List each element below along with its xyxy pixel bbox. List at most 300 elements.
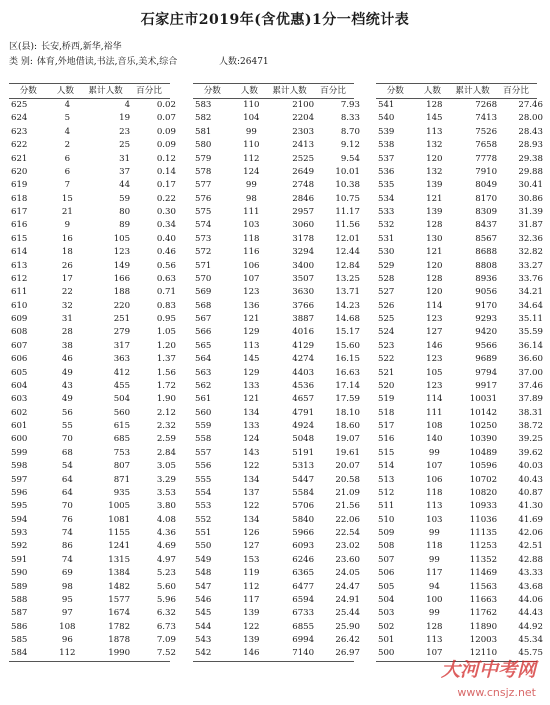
table-cell: 0.83 bbox=[156, 300, 176, 311]
column-header: 人数 bbox=[240, 86, 258, 96]
table-cell: 609 bbox=[11, 314, 28, 324]
table-cell: 564 bbox=[195, 354, 212, 365]
table-cell: 535 bbox=[378, 180, 395, 191]
watermark-url: www.cnsjz.net bbox=[457, 686, 536, 699]
table-cell: 31.39 bbox=[518, 207, 543, 217]
table-cell: 14.23 bbox=[335, 300, 360, 311]
table-cell: 10031 bbox=[469, 394, 498, 405]
table-cell: 49 bbox=[61, 394, 73, 405]
table-cell: 126 bbox=[243, 528, 260, 538]
table-cell: 3178 bbox=[292, 233, 315, 244]
table-cell: 42.06 bbox=[518, 528, 543, 538]
table-row bbox=[9, 554, 176, 567]
table-cell: 6.32 bbox=[156, 608, 176, 619]
table-cell: 10250 bbox=[469, 421, 498, 431]
table-cell: 35.59 bbox=[518, 327, 543, 338]
table-cell: 8567 bbox=[475, 233, 498, 244]
table-cell: 7658 bbox=[475, 140, 498, 151]
table-row bbox=[9, 487, 176, 500]
table-cell: 16 bbox=[61, 233, 73, 244]
table-cell: 54 bbox=[61, 461, 73, 472]
table-cell: 10933 bbox=[469, 501, 498, 512]
table-cell: 2.84 bbox=[156, 447, 176, 458]
table-cell: 89 bbox=[119, 220, 131, 231]
table-cell: 6994 bbox=[292, 635, 315, 645]
table-cell: 6 bbox=[64, 166, 71, 177]
table-cell: 123 bbox=[243, 287, 260, 298]
table-row bbox=[193, 273, 360, 286]
table-cell: 561 bbox=[195, 394, 212, 405]
table-cell: 18.60 bbox=[335, 421, 360, 431]
table-cell: 33.76 bbox=[518, 273, 543, 284]
table-cell: 753 bbox=[113, 447, 131, 458]
table-row bbox=[193, 193, 360, 206]
table-cell: 127 bbox=[426, 327, 443, 338]
table-cell: 2.59 bbox=[156, 434, 176, 445]
table-row bbox=[9, 460, 176, 473]
table-row bbox=[193, 581, 360, 594]
table-cell: 16.63 bbox=[335, 367, 360, 378]
table-cell: 540 bbox=[378, 113, 395, 124]
table-cell: 134 bbox=[243, 407, 260, 418]
table-cell: 122 bbox=[243, 621, 260, 632]
table-row bbox=[193, 407, 360, 420]
table-cell: 68 bbox=[61, 447, 73, 458]
table-cell: 523 bbox=[378, 340, 395, 351]
table-row bbox=[376, 233, 543, 246]
table-row bbox=[193, 567, 360, 580]
table-cell: 0.02 bbox=[156, 100, 176, 110]
table-cell: 37.89 bbox=[518, 394, 543, 405]
table-cell: 26 bbox=[61, 260, 73, 271]
table-cell: 567 bbox=[195, 314, 212, 324]
table-cell: 44.92 bbox=[518, 621, 543, 632]
table-cell: 9056 bbox=[475, 287, 498, 298]
table-cell: 110 bbox=[243, 100, 260, 110]
table-cell: 0.95 bbox=[156, 314, 176, 324]
table-cell: 536 bbox=[378, 166, 395, 177]
table-cell: 28.00 bbox=[518, 113, 543, 124]
category-label: 类 别: bbox=[9, 57, 33, 67]
table-cell: 5313 bbox=[292, 461, 315, 472]
table-cell: 552 bbox=[195, 514, 212, 525]
table-cell: 617 bbox=[11, 207, 28, 217]
table-row bbox=[376, 407, 543, 420]
table-row bbox=[193, 300, 360, 313]
table-cell: 0.30 bbox=[156, 207, 176, 217]
table-cell: 5840 bbox=[292, 514, 315, 525]
table-cell: 2957 bbox=[292, 207, 315, 217]
table-cell: 95 bbox=[61, 594, 73, 605]
column-header: 累计人数 bbox=[272, 86, 307, 96]
table-row bbox=[9, 567, 176, 580]
table-cell: 37.00 bbox=[518, 367, 543, 378]
column-header: 人数 bbox=[423, 86, 441, 96]
table-cell: 593 bbox=[11, 528, 28, 538]
table-row bbox=[376, 206, 543, 219]
table-cell: 530 bbox=[378, 247, 395, 258]
table-cell: 0.12 bbox=[156, 153, 176, 164]
table-row bbox=[376, 193, 543, 206]
table-cell: 112 bbox=[243, 153, 260, 164]
table-cell: 582 bbox=[195, 113, 212, 124]
table-cell: 515 bbox=[378, 447, 395, 458]
table-cell: 13.71 bbox=[335, 287, 360, 298]
table-row bbox=[9, 447, 176, 460]
table-cell: 26.42 bbox=[335, 635, 360, 645]
table-cell: 36.14 bbox=[518, 340, 543, 351]
table-cell: 4129 bbox=[292, 340, 315, 351]
table-cell: 70 bbox=[61, 501, 73, 512]
table-cell: 529 bbox=[378, 260, 395, 271]
table-cell: 563 bbox=[195, 367, 212, 378]
table-row bbox=[9, 474, 176, 487]
table-cell: 133 bbox=[243, 380, 260, 391]
table-cell: 610 bbox=[11, 300, 28, 311]
category-value: 体育,外地借读,书法,音乐,美术,综合 bbox=[36, 57, 178, 67]
table-cell: 571 bbox=[195, 260, 212, 271]
table-cell: 149 bbox=[113, 260, 131, 271]
table-cell: 7140 bbox=[292, 648, 315, 659]
score-table-1 bbox=[9, 83, 176, 662]
table-cell: 3766 bbox=[292, 300, 315, 311]
table-row bbox=[9, 380, 176, 393]
table-row bbox=[193, 99, 360, 112]
table-cell: 1577 bbox=[108, 594, 131, 605]
table-cell: 591 bbox=[11, 554, 28, 565]
table-cell: 41.30 bbox=[518, 501, 543, 512]
table-cell: 455 bbox=[113, 380, 131, 391]
table-cell: 45.75 bbox=[518, 648, 543, 659]
table-cell: 6.73 bbox=[156, 621, 176, 632]
table-cell: 0.09 bbox=[156, 140, 176, 151]
table-cell: 18 bbox=[61, 247, 73, 258]
table-row bbox=[9, 527, 176, 540]
table-cell: 578 bbox=[195, 166, 212, 177]
table-cell: 7268 bbox=[475, 100, 498, 110]
table-cell: 122 bbox=[243, 501, 260, 512]
table-cell: 29.38 bbox=[518, 153, 543, 164]
table-row bbox=[193, 206, 360, 219]
table-cell: 15.17 bbox=[335, 327, 360, 338]
table-cell: 511 bbox=[378, 501, 395, 512]
table-cell: 5706 bbox=[292, 501, 315, 512]
table-cell: 220 bbox=[113, 300, 131, 311]
table-row bbox=[376, 367, 543, 380]
table-cell: 97 bbox=[61, 608, 73, 619]
table-cell: 11.17 bbox=[335, 207, 360, 217]
table-cell: 107 bbox=[426, 461, 443, 472]
table-cell: 576 bbox=[195, 193, 212, 204]
table-cell: 587 bbox=[11, 608, 28, 619]
table-cell: 1878 bbox=[108, 635, 131, 645]
table-cell: 0.71 bbox=[156, 287, 176, 298]
table-cell: 11036 bbox=[469, 514, 498, 525]
column-header: 百分比 bbox=[136, 86, 162, 96]
table-cell: 527 bbox=[378, 287, 395, 298]
table-cell: 8.70 bbox=[340, 126, 360, 137]
table-cell: 1.37 bbox=[156, 354, 176, 365]
table-cell: 935 bbox=[113, 487, 131, 498]
table-cell: 279 bbox=[113, 327, 131, 338]
table-cell: 8688 bbox=[475, 247, 498, 258]
table-cell: 38.72 bbox=[518, 421, 543, 431]
table-cell: 16.15 bbox=[335, 354, 360, 365]
table-cell: 513 bbox=[378, 474, 395, 485]
table-cell: 120 bbox=[426, 260, 443, 271]
table-cell: 45.34 bbox=[518, 635, 543, 645]
table-cell: 22.06 bbox=[335, 514, 360, 525]
table-cell: 8309 bbox=[475, 207, 498, 217]
table-row bbox=[9, 112, 176, 125]
table-cell: 128 bbox=[426, 621, 443, 632]
table-cell: 99 bbox=[245, 126, 257, 137]
table-cell: 607 bbox=[11, 340, 28, 351]
table-cell: 560 bbox=[113, 407, 131, 418]
table-cell: 136 bbox=[243, 300, 260, 311]
table-cell: 80 bbox=[119, 207, 131, 217]
table-cell: 34.21 bbox=[518, 287, 543, 298]
table-cell: 611 bbox=[11, 287, 28, 298]
table-cell: 25 bbox=[119, 140, 131, 151]
table-cell: 508 bbox=[378, 541, 395, 552]
table-cell: 116 bbox=[243, 247, 260, 258]
table-cell: 616 bbox=[11, 220, 28, 231]
table-cell: 6 bbox=[64, 153, 71, 164]
table-header bbox=[193, 84, 354, 99]
table-cell: 412 bbox=[113, 367, 131, 378]
table-row bbox=[376, 594, 543, 607]
table-cell: 566 bbox=[195, 327, 212, 338]
table-row bbox=[376, 554, 543, 567]
district-line bbox=[9, 41, 122, 53]
table-cell: 98 bbox=[245, 193, 257, 204]
table-cell: 31.87 bbox=[518, 220, 543, 231]
table-cell: 2.12 bbox=[156, 407, 176, 418]
table-cell: 46 bbox=[61, 354, 73, 365]
table-cell: 594 bbox=[11, 514, 28, 525]
table-cell: 94 bbox=[428, 581, 440, 592]
table-cell: 9.54 bbox=[340, 153, 360, 164]
watermark-name: 大河中考网 bbox=[440, 659, 536, 681]
table-cell: 4791 bbox=[292, 407, 315, 418]
table-row bbox=[193, 607, 360, 620]
table-cell: 99 bbox=[428, 528, 440, 538]
table-row bbox=[9, 393, 176, 406]
table-cell: 599 bbox=[11, 447, 28, 458]
table-cell: 121 bbox=[243, 394, 260, 405]
table-cell: 59 bbox=[119, 193, 131, 204]
table-cell: 0.14 bbox=[156, 166, 176, 177]
table-row bbox=[376, 273, 543, 286]
table-cell: 146 bbox=[243, 648, 260, 659]
table-cell: 10702 bbox=[469, 474, 498, 485]
table-cell: 55 bbox=[61, 421, 73, 431]
table-cell: 8170 bbox=[475, 193, 498, 204]
table-cell: 69 bbox=[61, 568, 73, 579]
table-cell: 112 bbox=[243, 581, 260, 592]
table-cell: 99 bbox=[428, 554, 440, 565]
table-cell: 596 bbox=[11, 487, 28, 498]
table-cell: 584 bbox=[11, 648, 28, 659]
table-cell: 38.31 bbox=[518, 407, 543, 418]
table-cell: 598 bbox=[11, 461, 28, 472]
table-cell: 4.97 bbox=[156, 554, 176, 565]
table-row bbox=[193, 313, 360, 326]
table-row bbox=[376, 447, 543, 460]
table-cell: 619 bbox=[11, 180, 28, 191]
table-cell: 36.60 bbox=[518, 354, 543, 365]
table-row bbox=[193, 367, 360, 380]
table-cell: 3.80 bbox=[156, 501, 176, 512]
score-table-2 bbox=[193, 83, 360, 662]
table-row bbox=[376, 647, 543, 660]
table-cell: 518 bbox=[378, 407, 395, 418]
table-cell: 541 bbox=[378, 100, 395, 110]
table-cell: 105 bbox=[426, 367, 443, 378]
table-cell: 597 bbox=[11, 474, 28, 485]
category-line bbox=[9, 56, 269, 68]
table-cell: 603 bbox=[11, 394, 28, 405]
table-cell: 64 bbox=[61, 474, 73, 485]
table-cell: 504 bbox=[378, 594, 395, 605]
table-cell: 5584 bbox=[292, 487, 315, 498]
table-cell: 123 bbox=[426, 314, 443, 324]
table-cell: 137 bbox=[243, 487, 260, 498]
table-cell: 612 bbox=[11, 273, 28, 284]
table-cell: 6477 bbox=[292, 581, 315, 592]
table-cell: 4.08 bbox=[156, 514, 176, 525]
table-row bbox=[9, 647, 176, 660]
table-row bbox=[376, 634, 543, 647]
table-cell: 6093 bbox=[292, 541, 315, 552]
table-cell: 585 bbox=[11, 635, 28, 645]
table-cell: 120 bbox=[426, 287, 443, 298]
table-row bbox=[193, 540, 360, 553]
table-cell: 553 bbox=[195, 501, 212, 512]
table-cell: 17.59 bbox=[335, 394, 360, 405]
table-cell: 554 bbox=[195, 487, 212, 498]
table-cell: 501 bbox=[378, 635, 395, 645]
table-cell: 871 bbox=[113, 474, 131, 485]
table-cell: 0.09 bbox=[156, 126, 176, 137]
table-cell: 1.05 bbox=[156, 327, 176, 338]
table-cell: 139 bbox=[243, 635, 260, 645]
table-cell: 10596 bbox=[469, 461, 498, 472]
table-row bbox=[9, 433, 176, 446]
table-cell: 11663 bbox=[469, 594, 498, 605]
table-cell: 11352 bbox=[469, 554, 498, 565]
district-value: 长安,桥西,新华,裕华 bbox=[41, 42, 122, 52]
table-cell: 575 bbox=[195, 207, 212, 217]
table-row bbox=[193, 621, 360, 634]
table-cell: 166 bbox=[113, 273, 131, 284]
table-row bbox=[193, 487, 360, 500]
table-row bbox=[9, 313, 176, 326]
table-cell: 2100 bbox=[292, 100, 315, 110]
table-row bbox=[9, 206, 176, 219]
table-cell: 25.44 bbox=[335, 608, 360, 619]
table-cell: 4.69 bbox=[156, 541, 176, 552]
table-cell: 2303 bbox=[292, 126, 315, 137]
table-cell: 546 bbox=[195, 594, 212, 605]
table-cell: 1990 bbox=[108, 648, 131, 659]
column-header: 百分比 bbox=[320, 86, 346, 96]
table-row bbox=[376, 474, 543, 487]
table-cell: 4016 bbox=[292, 327, 315, 338]
table-cell: 124 bbox=[243, 166, 260, 177]
district-label: 区(县): bbox=[9, 42, 38, 52]
table-cell: 139 bbox=[243, 608, 260, 619]
table-cell: 586 bbox=[11, 621, 28, 632]
table-cell: 1.90 bbox=[156, 394, 176, 405]
table-cell: 99 bbox=[428, 447, 440, 458]
table-cell: 5966 bbox=[292, 528, 315, 538]
table-cell: 7.52 bbox=[156, 648, 176, 659]
table-cell: 64 bbox=[61, 487, 73, 498]
table-row bbox=[9, 260, 176, 273]
column-header: 分数 bbox=[386, 86, 404, 96]
table-cell: 23.02 bbox=[335, 541, 360, 552]
table-cell: 34.64 bbox=[518, 300, 543, 311]
table-cell: 9 bbox=[64, 220, 71, 231]
table-cell: 9566 bbox=[475, 340, 498, 351]
table-row bbox=[376, 246, 543, 259]
table-cell: 10.01 bbox=[335, 166, 360, 177]
table-row bbox=[9, 514, 176, 527]
table-cell: 624 bbox=[11, 113, 28, 124]
table-row bbox=[193, 233, 360, 246]
table-cell: 505 bbox=[378, 581, 395, 592]
table-cell: 10489 bbox=[469, 447, 498, 458]
table-row bbox=[376, 139, 543, 152]
table-cell: 507 bbox=[378, 554, 395, 565]
table-row bbox=[376, 581, 543, 594]
table-header bbox=[376, 84, 537, 99]
table-cell: 0.07 bbox=[156, 113, 176, 124]
table-row bbox=[9, 179, 176, 192]
table-row bbox=[376, 326, 543, 339]
table-cell: 0.63 bbox=[156, 273, 176, 284]
table-cell: 2846 bbox=[292, 193, 315, 204]
table-cell: 537 bbox=[378, 153, 395, 164]
table-cell: 9293 bbox=[475, 314, 498, 324]
table-cell: 4403 bbox=[292, 367, 315, 378]
table-cell: 28.93 bbox=[518, 140, 543, 151]
table-cell: 140 bbox=[426, 434, 443, 445]
table-cell: 38 bbox=[61, 340, 73, 351]
table-cell: 556 bbox=[195, 461, 212, 472]
table-cell: 44.06 bbox=[518, 594, 543, 605]
table-row bbox=[193, 514, 360, 527]
table-cell: 1482 bbox=[108, 581, 131, 592]
table-cell: 602 bbox=[11, 407, 28, 418]
table-cell: 56 bbox=[61, 407, 73, 418]
table-cell: 551 bbox=[195, 528, 212, 538]
table-row bbox=[9, 607, 176, 620]
table-row bbox=[193, 286, 360, 299]
table-cell: 117 bbox=[243, 594, 260, 605]
table-cell: 99 bbox=[245, 180, 257, 191]
table-cell: 0.56 bbox=[156, 260, 176, 271]
table-cell: 127 bbox=[243, 541, 260, 552]
table-cell: 3887 bbox=[292, 314, 315, 324]
table-cell: 8808 bbox=[475, 260, 498, 271]
table-cell: 12.01 bbox=[335, 233, 360, 244]
table-cell: 96 bbox=[61, 635, 73, 645]
table-cell: 43.68 bbox=[518, 581, 543, 592]
table-row bbox=[376, 487, 543, 500]
